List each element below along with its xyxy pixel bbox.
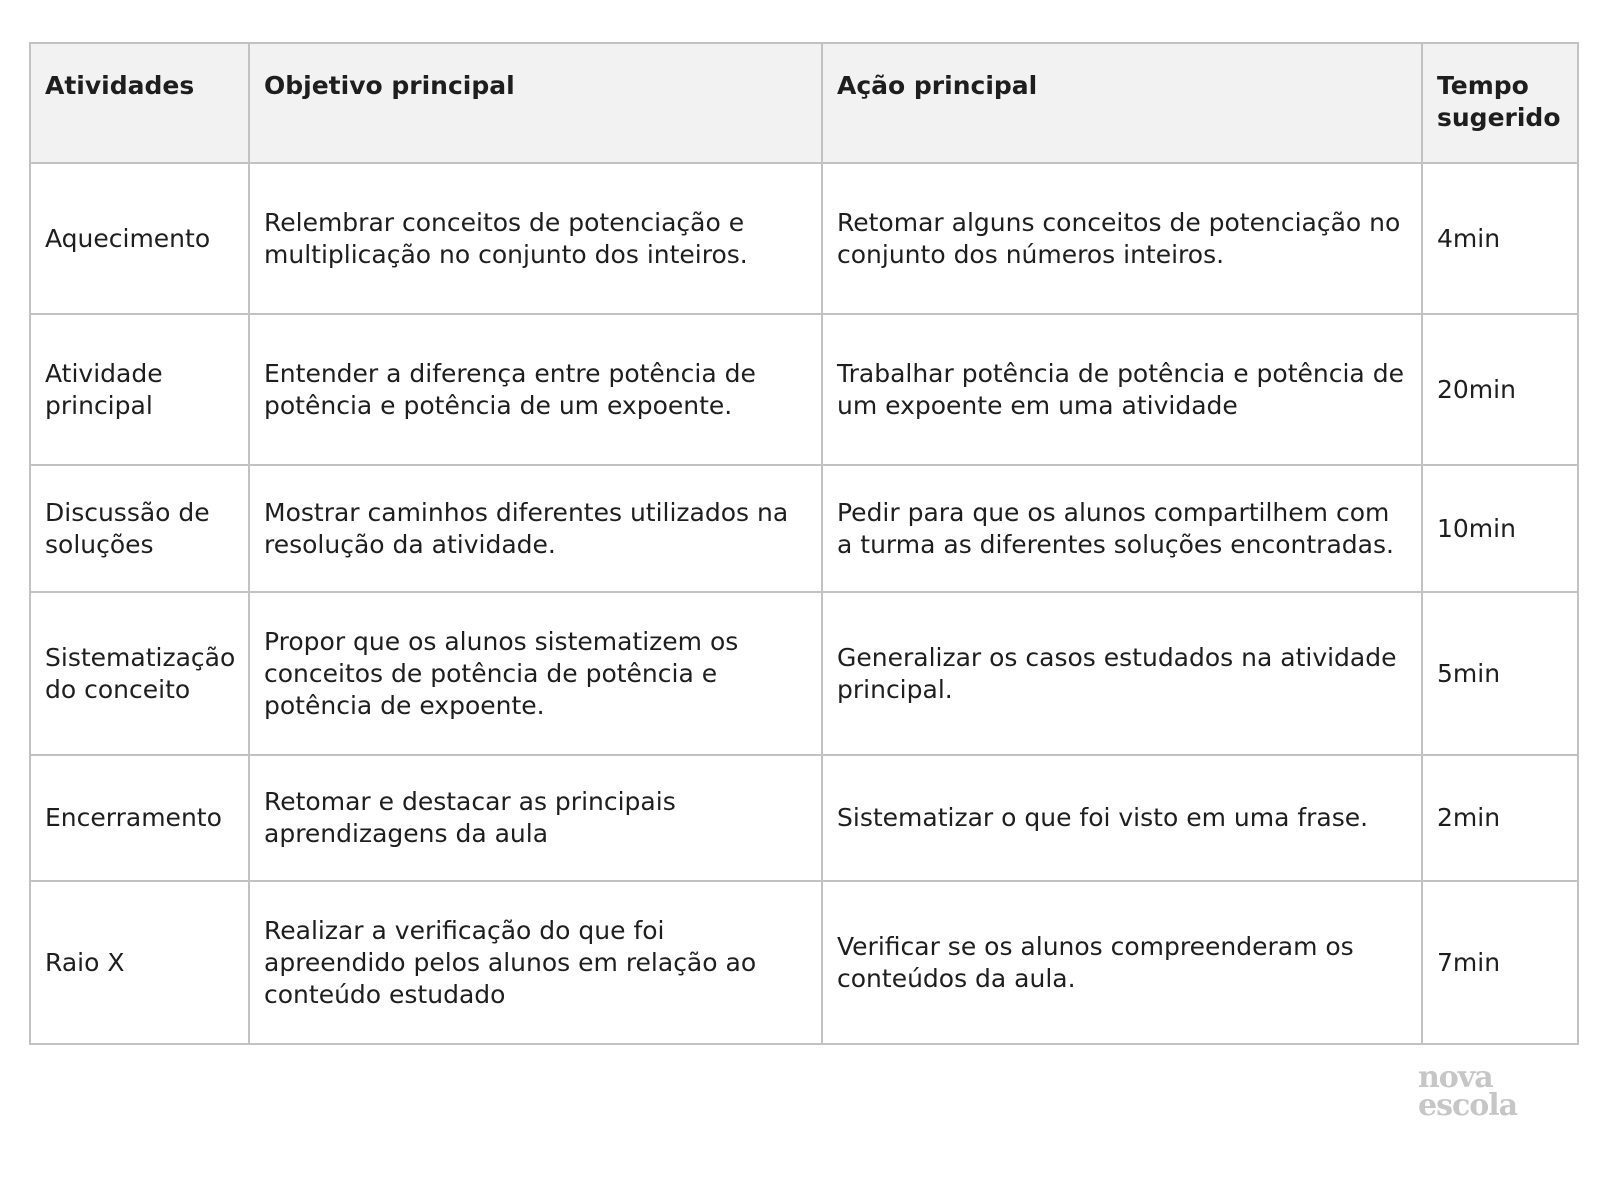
cell-time: 5min — [1422, 592, 1578, 755]
cell-objective: Entender a diferença entre potência de potência e potência de um expoente. — [249, 314, 822, 465]
cell-action: Generalizar os casos estudados na atividade principal. — [822, 592, 1422, 755]
cell-time: 10min — [1422, 465, 1578, 592]
cell-activity: Atividade principal — [30, 314, 249, 465]
cell-time: 20min — [1422, 314, 1578, 465]
cell-time: 7min — [1422, 881, 1578, 1044]
header-atividades: Atividades — [30, 43, 249, 163]
logo-line-nova: nova — [1418, 1060, 1493, 1095]
table-row — [30, 755, 1578, 881]
cell-time: 4min — [1422, 163, 1578, 314]
table-header — [30, 43, 1578, 163]
cell-objective: Propor que os alunos sistematizem os conceitos de potência de potência e potência de expoente. — [249, 592, 822, 755]
cell-time: 2min — [1422, 755, 1578, 881]
cell-activity: Discussão de soluções — [30, 465, 249, 592]
cell-activity: Aquecimento — [30, 163, 249, 314]
header-objetivo: Objetivo principal — [249, 43, 822, 163]
table-row — [30, 465, 1578, 592]
cell-objective: Relembrar conceitos de potenciação e multiplicação no conjunto dos inteiros. — [249, 163, 822, 314]
cell-activity: Encerramento — [30, 755, 249, 881]
table-row — [30, 163, 1578, 314]
cell-activity: Raio X — [30, 881, 249, 1044]
nova-escola-logo — [1418, 1060, 1558, 1123]
table-body — [30, 163, 1578, 1044]
cell-objective: Retomar e destacar as principais aprendizagens da aula — [249, 755, 822, 881]
header-acao: Ação principal — [822, 43, 1422, 163]
cell-action: Verificar se os alunos compreenderam os conteúdos da aula. — [822, 881, 1422, 1044]
cell-action: Pedir para que os alunos compartilhem com a turma as diferentes soluções encontradas. — [822, 465, 1422, 592]
lesson-plan-table — [29, 42, 1579, 1045]
cell-activity: Sistematização do conceito — [30, 592, 249, 755]
cell-objective: Mostrar caminhos diferentes utilizados na resolução da atividade. — [249, 465, 822, 592]
cell-action: Sistematizar o que foi visto em uma frase. — [822, 755, 1422, 881]
cell-objective: Realizar a verificação do que foi apreendido pelos alunos em relação ao conteúdo estudado — [249, 881, 822, 1044]
logo-line-escola: escola — [1418, 1088, 1518, 1123]
header-row — [30, 43, 1578, 163]
table-row — [30, 592, 1578, 755]
header-tempo: Tempo sugerido — [1422, 43, 1578, 163]
table-row — [30, 314, 1578, 465]
cell-action: Trabalhar potência de potência e potência de um expoente em uma atividade — [822, 314, 1422, 465]
cell-action: Retomar alguns conceitos de potenciação no conjunto dos números inteiros. — [822, 163, 1422, 314]
table-row — [30, 881, 1578, 1044]
